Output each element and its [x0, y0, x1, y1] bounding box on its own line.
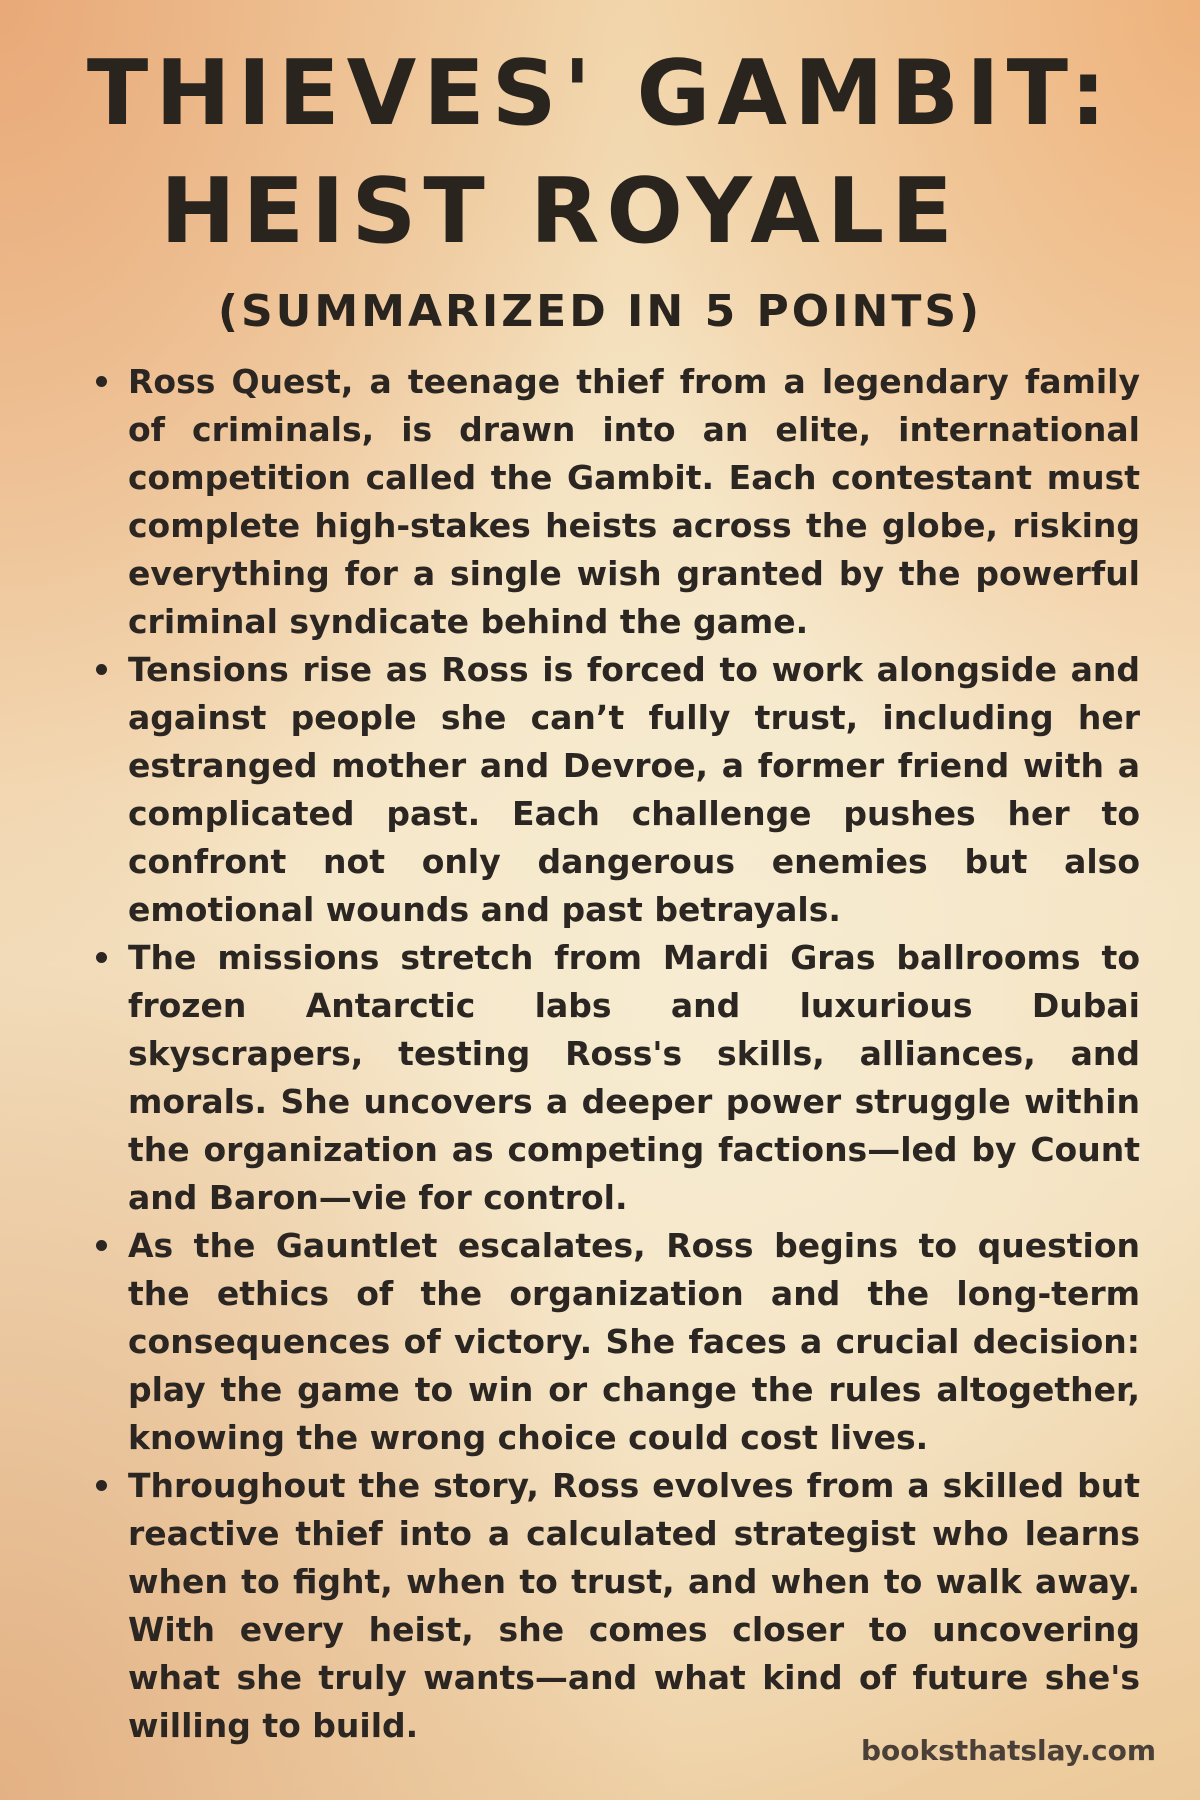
bullet-icon	[96, 1240, 107, 1251]
bullet-icon	[96, 376, 107, 387]
summary-point-2	[94, 646, 1140, 934]
summary-point-text: Throughout the story, Ross evolves from a skilled but reactive thief into a calculated strategist who learns when to fight, when to trust, and when to walk away. With every heist, she comes closer to uncovering what she truly wants—and what kind of future she's willing to build.	[128, 1466, 1140, 1745]
summary-point-4	[94, 1222, 1140, 1462]
site-watermark: booksthatslay.com	[860, 1734, 1156, 1767]
summary-points-list	[94, 358, 1140, 1750]
summary-point-5	[94, 1462, 1140, 1750]
summary-point-text: As the Gauntlet escalates, Ross begins to question the ethics of the organization and the long-term consequences of victory. She faces a crucial decision: play the game to win or change the rules altogether, knowing the wrong choice could cost lives.	[128, 1226, 1140, 1457]
title-line-1: THIEVES' GAMBIT:	[86, 41, 1114, 146]
summary-point-3	[94, 934, 1140, 1222]
subtitle: (SUMMARIZED IN 5 POINTS)	[217, 286, 983, 337]
summary-point-text: Tensions rise as Ross is forced to work alongside and against people she can’t fully trust, including her estranged mother and Devroe, a former friend with a complicated past. Each challenge pushes her to confront not only dangerous enemies but also emotional wounds and past betrayals.	[128, 650, 1140, 929]
bullet-icon	[96, 952, 107, 963]
bullet-icon	[96, 664, 107, 675]
bullet-icon	[96, 1480, 107, 1491]
summary-point-1	[94, 358, 1140, 646]
summary-point-text: The missions stretch from Mardi Gras ballrooms to frozen Antarctic labs and luxurious Dubai skyscrapers, testing Ross's skills, alliances, and morals. She uncovers a deeper power struggle within the organization as competing factions—led by Count and Baron—vie for control.	[128, 938, 1140, 1217]
title-line-2: HEIST ROYALE	[160, 159, 960, 264]
summary-point-text: Ross Quest, a teenage thief from a legendary family of criminals, is drawn into an elite, international competition called the Gambit. Each contestant must complete high-stakes heists across the globe, risking everything for a single wish granted by the powerful criminal syndicate behind the game.	[128, 362, 1140, 641]
